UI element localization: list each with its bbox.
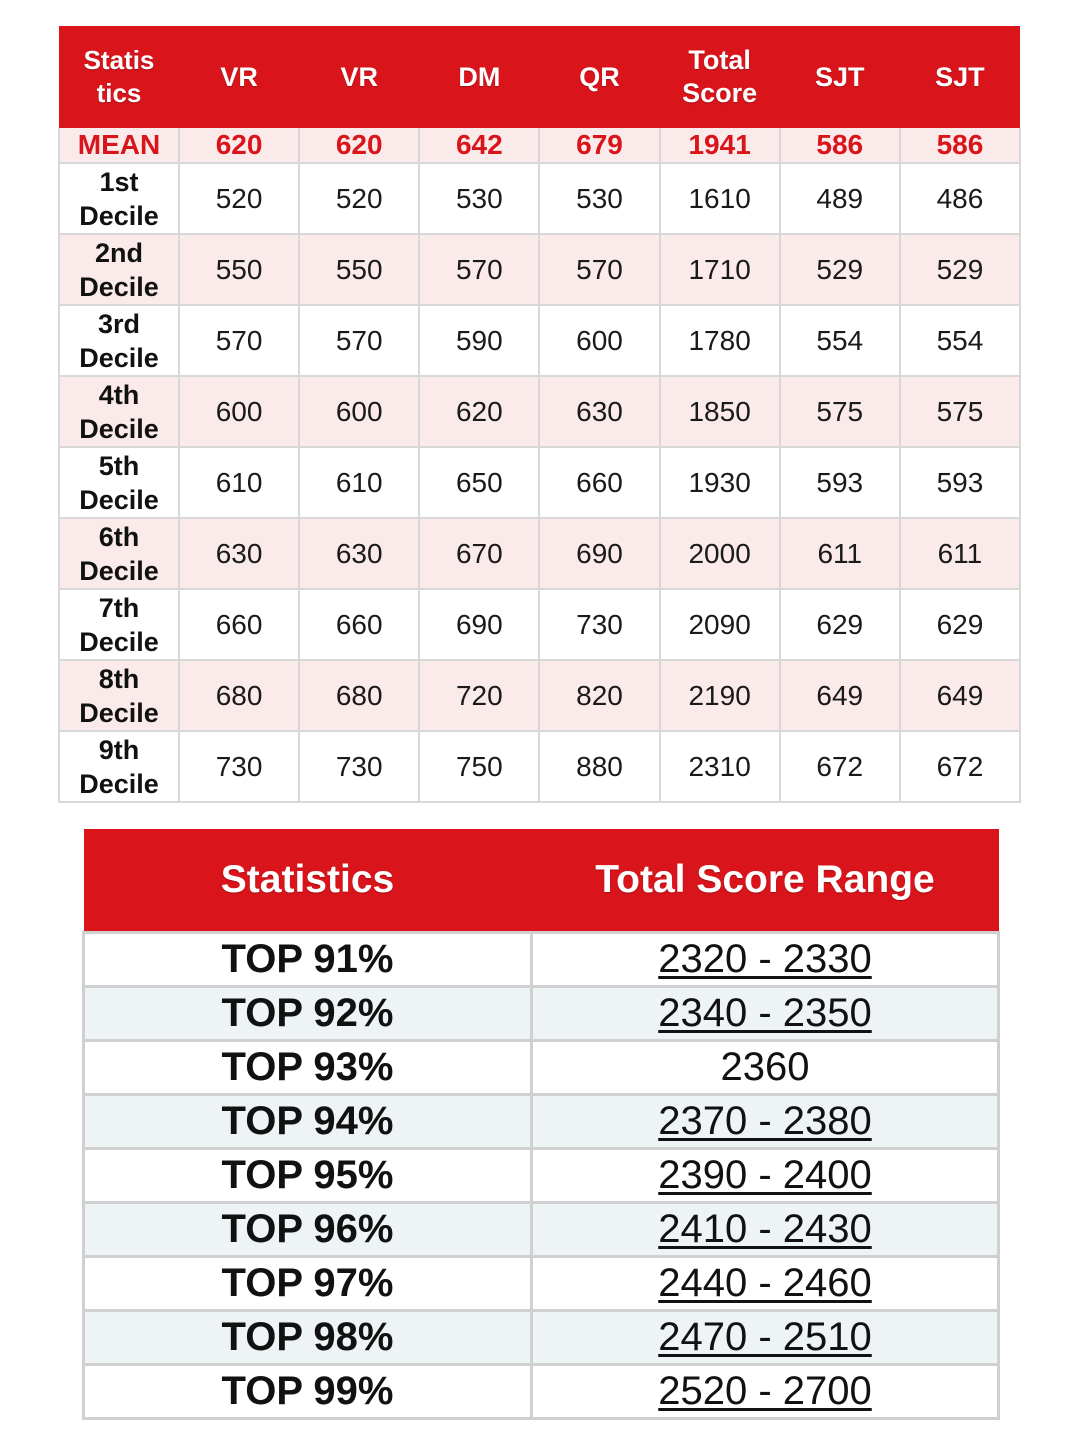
range-table-header-row	[84, 829, 999, 933]
column-header-line1: DM	[458, 61, 501, 92]
decile-value: 672	[900, 731, 1020, 802]
decile-label-word: Decile	[79, 342, 159, 373]
decile-value: 610	[299, 447, 419, 518]
decile-value: 600	[539, 305, 659, 376]
score-range-cell	[532, 1041, 999, 1095]
decile-value: 660	[179, 589, 299, 660]
decile-value: 554	[900, 305, 1020, 376]
decile-value: 680	[299, 660, 419, 731]
decile-value: 1930	[660, 447, 780, 518]
decile-value: 650	[419, 447, 539, 518]
decile-label-word: Decile	[79, 626, 159, 657]
range-row	[84, 1311, 999, 1365]
decile-label-ordinal: 7th	[98, 592, 140, 623]
decile-value: 2190	[660, 660, 780, 731]
column-header-line2: tics	[96, 78, 142, 108]
score-range-table	[82, 829, 1000, 1420]
mean-value: 586	[900, 128, 1020, 163]
decile-label-word: Decile	[79, 413, 159, 444]
decile-row	[59, 731, 1020, 802]
decile-value: 520	[299, 163, 419, 234]
decile-value: 610	[179, 447, 299, 518]
decile-value: 590	[419, 305, 539, 376]
score-range-value: 2440 - 2460	[658, 1261, 872, 1305]
score-range-cell	[532, 1149, 999, 1203]
decile-value: 629	[780, 589, 900, 660]
decile-value: 620	[419, 376, 539, 447]
decile-value: 529	[780, 234, 900, 305]
decile-score-table	[58, 26, 1021, 803]
mean-value: 586	[780, 128, 900, 163]
score-range-cell	[532, 1257, 999, 1311]
decile-value: 649	[780, 660, 900, 731]
column-header	[660, 26, 780, 128]
score-range-value: 2410 - 2430	[658, 1207, 872, 1251]
score-range-value: 2370 - 2380	[658, 1099, 872, 1143]
top-percent-label: TOP 96%	[84, 1203, 532, 1257]
top-percent-label: TOP 93%	[84, 1041, 532, 1095]
top-percent-label: TOP 99%	[84, 1365, 532, 1419]
decile-value: 593	[780, 447, 900, 518]
decile-value: 670	[419, 518, 539, 589]
decile-value: 720	[419, 660, 539, 731]
top-percent-label: TOP 92%	[84, 987, 532, 1041]
decile-label	[59, 163, 179, 234]
decile-row	[59, 660, 1020, 731]
decile-label-word: Decile	[79, 555, 159, 586]
score-range-value: 2360	[720, 1045, 810, 1089]
decile-value: 672	[780, 731, 900, 802]
score-range-value: 2340 - 2350	[658, 991, 872, 1035]
score-range-cell	[532, 1365, 999, 1419]
column-header-line1: Total	[688, 45, 751, 75]
decile-value: 660	[299, 589, 419, 660]
decile-label	[59, 305, 179, 376]
header-total-score-range: Total Score Range	[532, 829, 999, 933]
decile-value: 880	[539, 731, 659, 802]
decile-label-ordinal: 1st	[99, 166, 139, 197]
mean-value: 620	[179, 128, 299, 163]
decile-value: 486	[900, 163, 1020, 234]
decile-label	[59, 518, 179, 589]
decile-value: 575	[900, 376, 1020, 447]
decile-value: 570	[299, 305, 419, 376]
score-range-cell	[532, 987, 999, 1041]
decile-value: 2310	[660, 731, 780, 802]
decile-label-word: Decile	[79, 200, 159, 231]
decile-value: 630	[539, 376, 659, 447]
column-header-line1: Statis	[83, 45, 155, 75]
decile-value: 550	[179, 234, 299, 305]
decile-label	[59, 731, 179, 802]
decile-value: 629	[900, 589, 1020, 660]
decile-label-ordinal: 9th	[98, 734, 140, 765]
decile-value: 530	[539, 163, 659, 234]
decile-label	[59, 660, 179, 731]
decile-row	[59, 589, 1020, 660]
decile-label	[59, 376, 179, 447]
score-range-cell	[532, 1095, 999, 1149]
column-header-line1: SJT	[815, 61, 865, 92]
decile-value: 550	[299, 234, 419, 305]
decile-table-header-row	[59, 26, 1020, 128]
decile-value: 611	[780, 518, 900, 589]
decile-value: 1850	[660, 376, 780, 447]
decile-value: 690	[419, 589, 539, 660]
column-header-line1: VR	[340, 61, 378, 92]
decile-label	[59, 447, 179, 518]
score-range-cell	[532, 933, 999, 987]
decile-row	[59, 447, 1020, 518]
decile-value: 575	[780, 376, 900, 447]
header-statistics: Statistics	[84, 829, 532, 933]
decile-value: 489	[780, 163, 900, 234]
top-percent-label: TOP 97%	[84, 1257, 532, 1311]
decile-row	[59, 376, 1020, 447]
decile-label-ordinal: 4th	[98, 379, 140, 410]
decile-label	[59, 589, 179, 660]
decile-value: 649	[900, 660, 1020, 731]
decile-row	[59, 234, 1020, 305]
column-header	[780, 26, 900, 128]
range-row	[84, 1041, 999, 1095]
column-header	[59, 26, 179, 128]
decile-label-ordinal: 5th	[98, 450, 140, 481]
decile-label	[59, 234, 179, 305]
range-row	[84, 1095, 999, 1149]
decile-value: 570	[419, 234, 539, 305]
decile-label-word: Decile	[79, 697, 159, 728]
decile-value: 690	[539, 518, 659, 589]
mean-value: 642	[419, 128, 539, 163]
decile-label-ordinal: 3rd	[97, 308, 141, 339]
decile-value: 1710	[660, 234, 780, 305]
decile-value: 630	[299, 518, 419, 589]
top-percent-label: TOP 98%	[84, 1311, 532, 1365]
range-row	[84, 1149, 999, 1203]
range-row	[84, 1257, 999, 1311]
column-header-line2: Score	[682, 78, 758, 108]
decile-value: 529	[900, 234, 1020, 305]
score-range-value: 2320 - 2330	[658, 937, 872, 981]
decile-value: 730	[539, 589, 659, 660]
decile-value: 660	[539, 447, 659, 518]
mean-value: 679	[539, 128, 659, 163]
decile-row	[59, 163, 1020, 234]
decile-value: 600	[179, 376, 299, 447]
decile-value: 820	[539, 660, 659, 731]
decile-value: 593	[900, 447, 1020, 518]
decile-value: 570	[179, 305, 299, 376]
decile-label-word: Decile	[79, 484, 159, 515]
column-header	[419, 26, 539, 128]
decile-value: 1780	[660, 305, 780, 376]
decile-value: 2000	[660, 518, 780, 589]
decile-value: 530	[419, 163, 539, 234]
range-row	[84, 987, 999, 1041]
range-row	[84, 1365, 999, 1419]
top-percent-label: TOP 95%	[84, 1149, 532, 1203]
decile-value: 600	[299, 376, 419, 447]
score-range-value: 2390 - 2400	[658, 1153, 872, 1197]
decile-row	[59, 305, 1020, 376]
decile-label-ordinal: 6th	[98, 521, 140, 552]
decile-value: 630	[179, 518, 299, 589]
range-row	[84, 1203, 999, 1257]
column-header-line1: VR	[220, 61, 258, 92]
mean-label: MEAN	[59, 128, 179, 163]
top-percent-label: TOP 91%	[84, 933, 532, 987]
top-percent-label: TOP 94%	[84, 1095, 532, 1149]
column-header-line1: QR	[579, 61, 620, 92]
decile-value: 554	[780, 305, 900, 376]
decile-label-word: Decile	[79, 768, 159, 799]
mean-value: 1941	[660, 128, 780, 163]
column-header-line1: SJT	[935, 61, 985, 92]
decile-value: 520	[179, 163, 299, 234]
score-range-value: 2470 - 2510	[658, 1315, 872, 1359]
score-range-value: 2520 - 2700	[658, 1369, 872, 1413]
decile-label-ordinal: 8th	[98, 663, 140, 694]
column-header	[179, 26, 299, 128]
decile-row	[59, 518, 1020, 589]
score-range-cell	[532, 1311, 999, 1365]
decile-value: 2090	[660, 589, 780, 660]
mean-row	[59, 128, 1020, 163]
column-header	[299, 26, 419, 128]
decile-label-ordinal: 2nd	[94, 237, 143, 268]
column-header	[900, 26, 1020, 128]
decile-value: 570	[539, 234, 659, 305]
column-header	[539, 26, 659, 128]
decile-value: 680	[179, 660, 299, 731]
decile-label-word: Decile	[79, 271, 159, 302]
score-range-cell	[532, 1203, 999, 1257]
range-row	[84, 933, 999, 987]
decile-value: 750	[419, 731, 539, 802]
decile-value: 611	[900, 518, 1020, 589]
decile-value: 730	[179, 731, 299, 802]
decile-value: 730	[299, 731, 419, 802]
mean-value: 620	[299, 128, 419, 163]
decile-value: 1610	[660, 163, 780, 234]
